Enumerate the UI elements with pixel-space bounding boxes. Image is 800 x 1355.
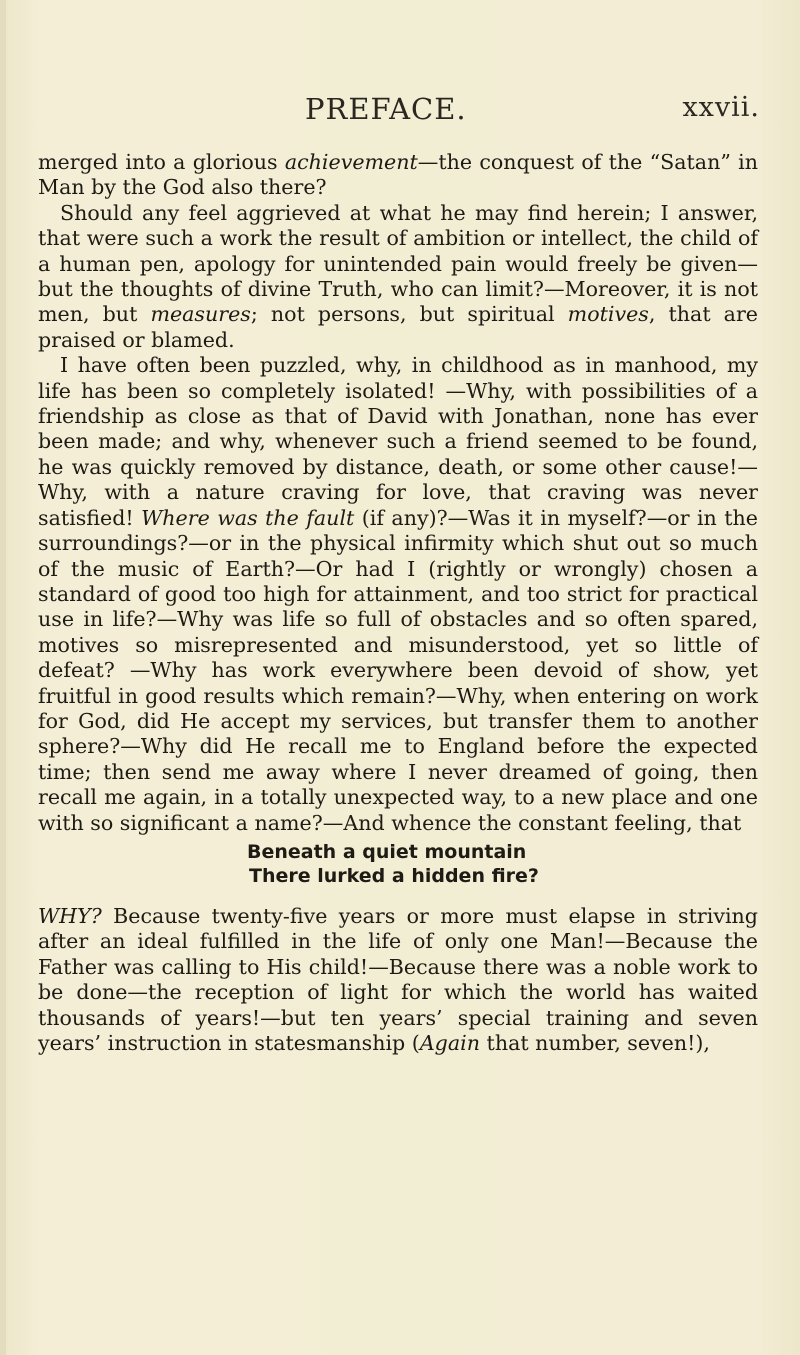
italic-run: achievement: [284, 150, 418, 174]
paragraph-2: [38, 201, 758, 353]
text-run: I have often been puzzled, why, in childhood as in manhood, my life has been so completely isolated! —Why, with possibilities of a friendship as close as that of David with Jonathan, none has ever been made; and why, whenever such a friend seemed to be found, he was quickly removed by distance, death, or some other cause!—Why, with a nature craving for love, that craving was never satisfied!: [38, 353, 758, 530]
body-text: [38, 150, 758, 1056]
text-run: (if any)?—Was it in myself?—or in the surroundings?—or in the physical infirmity which shut out so much of the music of Earth?—Or had I (rightly or wrongly) chosen a standard of good too high for attainment, and too strict for practical use in life?—Why was life so full of obstacles and so often spared, motives so misrepresented and misunderstood, yet so little of defeat? —Why has work everywhere been devoid of show, yet fruitful in good results which remain?—Why, when entering on work for God, did He accept my services, but transfer them to another sphere?—Why did He recall me to England before the expected time; then send me away where I never dreamed of going, then recall me again, in a totally unexpected way, to a new place and one with so significant a name?—And whence the constant feeling, that: [38, 505, 758, 835]
page-header: [95, 92, 760, 136]
italic-run: Where was the fault: [141, 505, 355, 530]
paragraph-3: [38, 353, 758, 836]
verse-line-2: There lurked a hidden fire?: [249, 864, 539, 887]
page-number: xxvii.: [682, 92, 760, 123]
verse-quote: [38, 840, 758, 888]
text-run: Should any feel aggrieved at what he may find herein; I answer, that were such a work the result of ambition or intellect, the child of a human pen, apology for unintended pain would freely be given—but the thoughts of divine Truth, who can limit?—Moreover, it is not men, but: [38, 200, 758, 327]
italic-run: Again: [419, 1031, 480, 1055]
paragraph-1: [38, 150, 758, 201]
verse-line-1: Beneath a quiet mountain: [247, 840, 527, 863]
text-run: that number, seven!),: [480, 1031, 710, 1055]
text-run: ; not persons, but spiritual: [250, 302, 568, 327]
running-head: PREFACE.: [305, 92, 467, 126]
text-run: , that are praised or blamed.: [38, 302, 758, 352]
italic-run: measures: [150, 302, 251, 327]
paragraph-4: [38, 904, 758, 1056]
italic-run: WHY?: [38, 903, 102, 928]
page-edge-shadow: [0, 0, 6, 1355]
italic-run: motives: [567, 302, 649, 327]
text-run: Because twenty-five years or more must elapse in striving after an ideal fulfilled in the life of only one Man!—Because the Father was calling to His child!—Because there was a noble work to be done—the reception of light for which the world has waited thousands of years!—but ten years’ special training and seven years’ instruction in statesmanship (: [38, 903, 758, 1055]
text-run: —the conquest of the “Satan” in Man by the God also there?: [38, 150, 758, 200]
text-run: merged into a glorious: [38, 150, 285, 174]
